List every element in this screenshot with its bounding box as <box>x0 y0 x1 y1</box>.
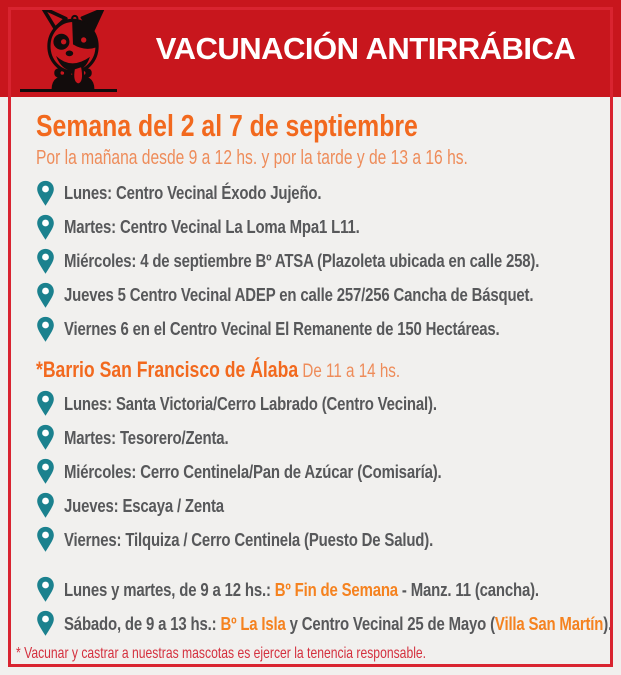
schedule-item-text: Viernes 6 en el Centro Vecinal El Remanente de 150 Hectáreas. <box>64 319 500 340</box>
schedule-item-text: Martes: Centro Vecinal La Loma Mpa1 L11. <box>64 217 360 238</box>
barrio-section-heading <box>36 357 400 384</box>
location-pin-icon <box>36 180 55 207</box>
barrio-name: *Barrio San Francisco de Álaba <box>36 357 299 383</box>
schedule-item <box>36 176 621 210</box>
location-pin-icon <box>36 316 55 343</box>
week-subheading: Por la mañana desde 9 a 12 hs. y por la tarde y de 13 a 16 hs. <box>36 147 468 170</box>
location-pin-icon <box>36 492 55 519</box>
location-pin-icon <box>36 248 55 275</box>
schedule-item <box>36 607 621 641</box>
barrio-time: De 11 a 14 hs. <box>298 361 401 383</box>
schedule-item <box>36 573 621 607</box>
schedule-item <box>36 244 621 278</box>
schedule-item <box>36 278 621 312</box>
location-pin-icon <box>36 424 55 451</box>
schedule-item <box>36 489 621 523</box>
flyer-header <box>0 0 621 97</box>
location-pin-icon <box>36 282 55 309</box>
flyer-body <box>0 97 621 675</box>
schedule-item-text: Jueves: Escaya / Zenta <box>64 495 224 516</box>
week-heading: Semana del 2 al 7 de septiembre <box>36 108 418 143</box>
dog-mascot-icon <box>26 7 120 89</box>
location-pin-icon <box>36 214 55 241</box>
schedule-item <box>36 523 621 557</box>
section-1 <box>36 176 621 346</box>
schedule-item <box>36 387 621 421</box>
schedule-item-text: Miércoles: 4 de septiembre Bº ATSA (Plazoleta ubicada en calle 258). <box>64 251 540 272</box>
schedule-item-text: Lunes: Santa Victoria/Cerro Labrado (Centro Vecinal). <box>64 393 437 414</box>
footer-note: * Vacunar y castrar a nuestras mascotas es ejercer la tenencia responsable. <box>16 645 427 662</box>
header-ground-line <box>20 89 117 92</box>
schedule-item-text: Jueves 5 Centro Vecinal ADEP en calle 257/256 Cancha de Básquet. <box>64 285 534 306</box>
schedule-item-text: Miércoles: Cerro Centinela/Pan de Azúcar (Comisaría). <box>64 461 442 482</box>
schedule-item-text: Lunes: Centro Vecinal Éxodo Jujeño. <box>64 183 322 204</box>
schedule-item-text: Viernes: Tilquiza / Cerro Centinela (Puesto De Salud). <box>64 529 434 550</box>
section-3 <box>36 573 621 641</box>
location-pin-icon <box>36 526 55 553</box>
schedule-item-text: Sábado, de 9 a 13 hs.: Bº La Isla y Centro Vecinal 25 de Mayo (Villa San Martín). <box>64 613 613 634</box>
location-pin-icon <box>36 610 55 637</box>
location-pin-icon <box>36 576 55 603</box>
schedule-item <box>36 210 621 244</box>
location-pin-icon <box>36 458 55 485</box>
location-pin-icon <box>36 390 55 417</box>
schedule-item-text: Lunes y martes, de 9 a 12 hs.: Bº Fin de Semana - Manz. 11 (cancha). <box>64 579 539 600</box>
schedule-item <box>36 312 621 346</box>
flyer-title: VACUNACIÓN ANTIRRÁBICA <box>155 30 576 66</box>
schedule-item <box>36 455 621 489</box>
section-2 <box>36 348 621 557</box>
schedule-item <box>36 421 621 455</box>
sections <box>36 176 621 641</box>
schedule-item-text: Martes: Tesorero/Zenta. <box>64 427 229 448</box>
